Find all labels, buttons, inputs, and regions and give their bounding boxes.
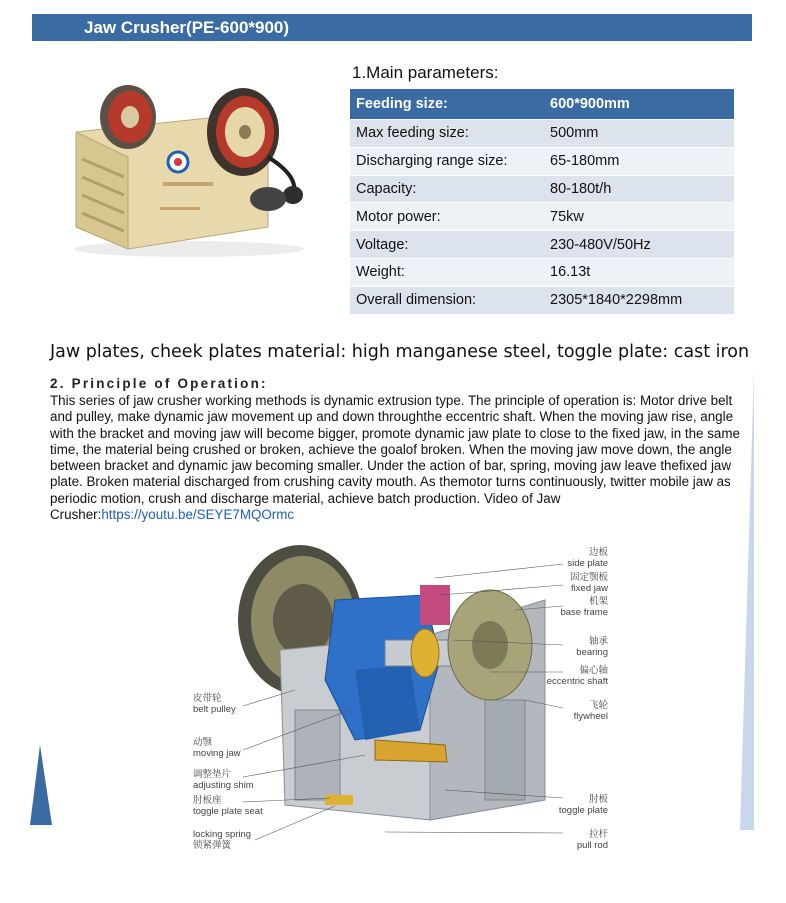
param-value: 16.13t <box>544 258 734 286</box>
label-cn: 轴承 <box>588 636 608 647</box>
label-en: base frame <box>560 606 608 618</box>
label-cn: 皮带轮 <box>193 693 222 704</box>
label-belt-pulley <box>193 694 263 715</box>
table-row <box>350 175 734 203</box>
label-fixed-jaw <box>548 573 608 594</box>
jaw-crusher-photo <box>68 77 310 259</box>
label-side-plate <box>560 548 608 569</box>
param-label: Overall dimension: <box>350 286 544 314</box>
param-label: Capacity: <box>350 175 544 203</box>
label-toggle-plate-seat <box>193 796 283 817</box>
param-label: Max feeding size: <box>350 120 544 148</box>
label-cn: 固定颚板 <box>569 572 608 583</box>
label-en: toggle plate seat <box>193 805 263 817</box>
label-pull-rod <box>548 830 608 851</box>
label-cn: 机架 <box>588 596 608 607</box>
principle-paragraph: This series of jaw crusher working methods is dynamic extrusion type. The principle of operation is: Motor drive belt and pulley, make dynamic jaw movement up and down throughthe eccentric shaft. When the moving jaw rise, angle with the bracket and moving jaw will become bigger, promote dynamic jaw plate to close to the fixed jaw, in the same time, the material being crushed or broken, achieve the goalof broken. When the moving jaw move down, the angle between bracket and dynamic jaw becoming smaller. Under the action of bar, spring, moving jaw leave thefixed jaw plate. Broken material discharged from crushing cavity mouth. As themotor turns continuously, twitter mobile jaw as periodic motion, crush and discharge material, achieve batch production. Video of Jaw Crusher: <box>50 393 740 523</box>
main-parameters-table <box>350 89 734 315</box>
param-label: Feeding size: <box>350 89 544 120</box>
param-label: Voltage: <box>350 231 544 259</box>
material-note: Jaw plates, cheek plates material: high manganese steel, toggle plate: cast iron <box>50 342 750 362</box>
table-header-row <box>350 89 734 120</box>
param-value: 80-180t/h <box>544 175 734 203</box>
label-locking-spring <box>193 830 273 851</box>
label-moving-jaw <box>193 738 263 759</box>
label-en: eccentric shaft <box>546 675 608 687</box>
video-link[interactable]: https://youtu.be/SEYE7MQOrmc <box>101 507 295 523</box>
label-cn: 肘板 <box>588 794 608 805</box>
label-en: adjusting shim <box>193 779 254 791</box>
principle-text <box>50 393 740 523</box>
table-row <box>350 147 734 175</box>
table-row <box>350 120 734 148</box>
principle-heading: 2. Principle of Operation: <box>50 376 268 391</box>
label-cn: 动颚 <box>193 737 213 748</box>
label-en: flywheel <box>573 710 608 722</box>
param-value: 65-180mm <box>544 147 734 175</box>
label-en: toggle plate <box>558 804 608 816</box>
table-row <box>350 203 734 231</box>
label-cn: 偏心轴 <box>579 665 608 676</box>
param-value: 75kw <box>544 203 734 231</box>
page-title: Jaw Crusher(PE-600*900) <box>84 18 290 37</box>
table-row <box>350 231 734 259</box>
param-label: Discharging range size: <box>350 147 544 175</box>
param-label: Motor power: <box>350 203 544 231</box>
param-value: 2305*1840*2298mm <box>544 286 734 314</box>
label-cn: 边板 <box>588 547 608 558</box>
param-value: 500mm <box>544 120 734 148</box>
label-en: moving jaw <box>193 747 241 759</box>
label-cn: 肘板座 <box>193 795 222 806</box>
label-en: bearing <box>576 646 608 658</box>
table-row <box>350 286 734 314</box>
label-bearing <box>548 637 608 658</box>
label-cn: 拉杆 <box>588 829 608 840</box>
label-en: belt pulley <box>193 703 236 715</box>
label-en: locking spring <box>193 829 252 840</box>
label-en: side plate <box>567 557 608 569</box>
label-adjusting-shim <box>193 770 273 791</box>
param-value: 230-480V/50Hz <box>544 231 734 259</box>
label-toggle-plate <box>538 795 608 816</box>
param-value: 600*900mm <box>544 89 734 120</box>
label-eccentric-shaft <box>528 666 608 687</box>
label-cn: 调整垫片 <box>193 769 232 780</box>
label-cn: 锁紧弹簧 <box>193 839 232 851</box>
main-parameters-heading: 1.Main parameters: <box>352 63 499 82</box>
label-base-frame <box>548 597 608 618</box>
param-label: Weight: <box>350 258 544 286</box>
table-row <box>350 258 734 286</box>
page-title-bar <box>32 14 752 41</box>
label-en: fixed jaw <box>571 582 608 594</box>
label-en: pull rod <box>576 839 608 851</box>
decorative-right-wedge <box>738 370 754 830</box>
label-flywheel <box>548 701 608 722</box>
decorative-left-wedge <box>30 745 52 825</box>
label-cn: 飞轮 <box>588 700 608 711</box>
